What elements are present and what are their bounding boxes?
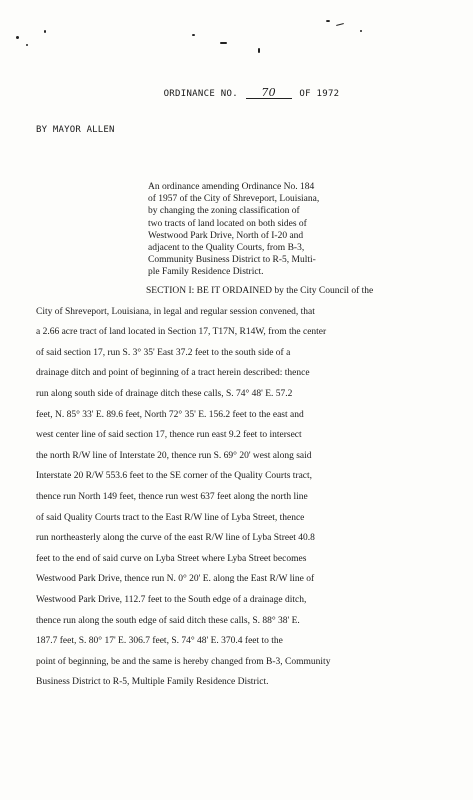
body-line: run along south side of drainage ditch these calls, S. 74° 48' E. 57.2 bbox=[36, 388, 293, 399]
body-line: Westwood Park Drive, thence run N. 0° 20' E. along the East R/W line of bbox=[36, 574, 315, 585]
scan-speck bbox=[326, 20, 330, 22]
summary-line: Westwood Park Drive, North of I-20 and bbox=[148, 230, 304, 241]
scan-speck bbox=[192, 34, 195, 36]
summary-line: adjacent to the Quality Courts, from B-3, bbox=[148, 243, 305, 254]
body-line: feet to the end of said curve on Lyba Street where Lyba Street becomes bbox=[36, 553, 307, 564]
body-line: feet, N. 85° 33' E. 89.6 feet, North 72° 35' E. 156.2 feet to the east and bbox=[36, 409, 304, 420]
ordinance-suffix: OF 1972 bbox=[299, 89, 340, 99]
scan-speck bbox=[360, 30, 362, 32]
body-line: SECTION I: BE IT ORDAINED by the City Council of the bbox=[146, 286, 374, 296]
ordinance-summary bbox=[148, 181, 378, 279]
ordinance-number: 70 bbox=[246, 88, 292, 99]
body-line: drainage ditch and point of beginning of a tract herein described: thence bbox=[36, 368, 310, 379]
summary-line: An ordinance amending Ordinance No. 184 bbox=[148, 182, 315, 192]
scan-speck bbox=[258, 48, 260, 53]
body-line: the north R/W line of Interstate 20, thence run S. 69° 20' west along said bbox=[36, 450, 312, 461]
summary-line: Community Business District to R-5, Multi- bbox=[148, 255, 316, 266]
body-line: Interstate 20 R/W 553.6 feet to the SE corner of the Quality Courts tract, bbox=[36, 471, 313, 482]
ordinance-heading bbox=[0, 88, 473, 99]
summary-line: by changing the zoning classification of bbox=[148, 206, 300, 217]
body-line: thence run along the south edge of said ditch these calls, S. 88° 38' E. bbox=[36, 615, 300, 626]
scan-speck bbox=[16, 36, 19, 39]
scan-speck bbox=[220, 42, 227, 44]
body-line: a 2.66 acre tract of land located in Section 17, T17N, R14W, from the center bbox=[36, 327, 327, 338]
body-line: run northeasterly along the curve of the east R/W line of Lyba Street 40.8 bbox=[36, 533, 315, 544]
summary-line: of 1957 of the City of Shreveport, Louisiana, bbox=[148, 194, 320, 205]
summary-line: two tracts of land located on both sides of bbox=[148, 218, 307, 229]
summary-line: ple Family Residence District. bbox=[148, 267, 264, 278]
scan-speck bbox=[336, 23, 344, 26]
body-line: point of beginning, be and the same is hereby changed from B-3, Community bbox=[36, 656, 331, 667]
body-line: Westwood Park Drive, 112.7 feet to the South edge of a drainage ditch, bbox=[36, 594, 307, 605]
section-one-body bbox=[36, 281, 446, 693]
scan-speck bbox=[26, 44, 28, 46]
author-line: BY MAYOR ALLEN bbox=[36, 125, 115, 135]
body-line: thence run North 149 feet, thence run west 637 feet along the north line bbox=[36, 491, 308, 502]
body-line: City of Shreveport, Louisiana, in legal and regular session convened, that bbox=[36, 306, 315, 317]
body-line: Business District to R-5, Multiple Family Residence District. bbox=[36, 677, 269, 688]
scan-speck bbox=[44, 30, 46, 33]
body-line: of said section 17, run S. 3° 35' East 37.2 feet to the south side of a bbox=[36, 347, 291, 358]
body-line: 187.7 feet, S. 80° 17' E. 306.7 feet, S. 74° 48' E. 370.4 feet to the bbox=[36, 636, 283, 647]
body-line: of said Quality Courts tract to the East R/W line of Lyba Street, thence bbox=[36, 512, 305, 523]
body-line: west center line of said section 17, thence run east 9.2 feet to intersect bbox=[36, 430, 302, 441]
ordinance-prefix: ORDINANCE NO. bbox=[163, 89, 238, 99]
